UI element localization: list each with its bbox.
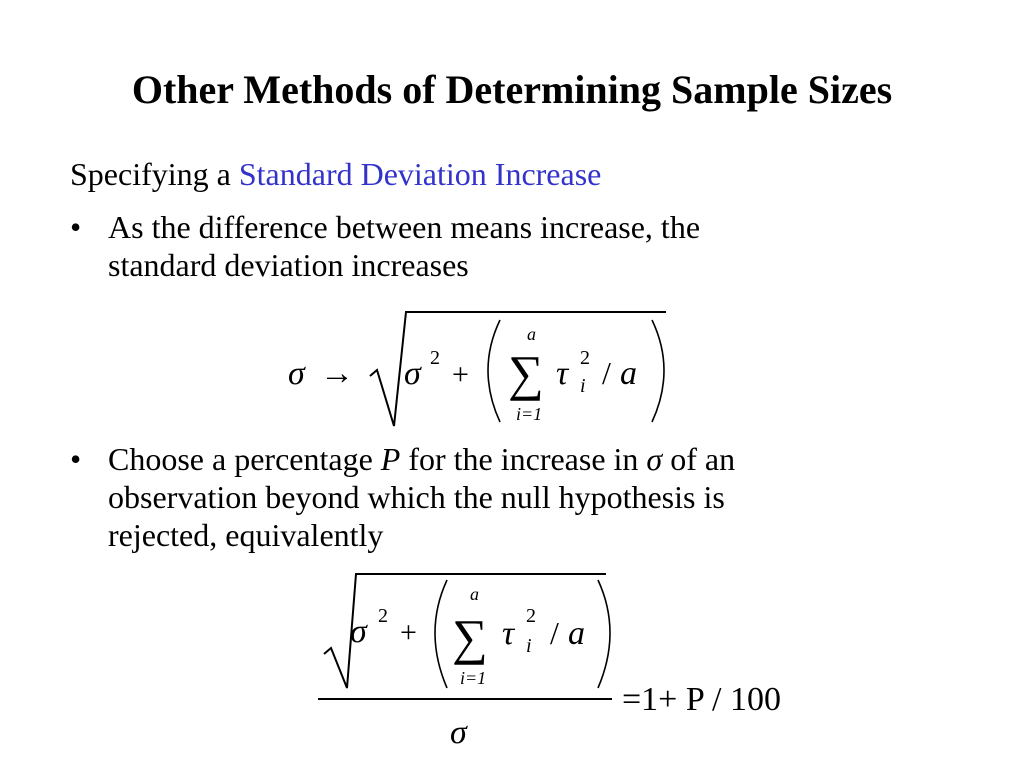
bullet-text bbox=[108, 208, 928, 284]
formula-sigma-arrow bbox=[270, 300, 690, 440]
formula2-sigma: σ bbox=[350, 613, 367, 650]
formula1-slash: / bbox=[602, 355, 611, 391]
formula1-div: a bbox=[620, 355, 637, 392]
formula1-plus: + bbox=[452, 358, 469, 391]
formula1-sum-symbol: ∑ bbox=[508, 345, 544, 401]
formula2-div: a bbox=[568, 615, 585, 652]
formula1-tau-sup: 2 bbox=[580, 347, 590, 369]
bullet-line bbox=[108, 440, 928, 478]
formula1-sigma: σ bbox=[404, 355, 421, 392]
subtitle-prefix: Specifying a bbox=[70, 156, 239, 192]
formula2-slash: / bbox=[550, 615, 559, 651]
bullet-marker: • bbox=[70, 441, 82, 477]
sigma-symbol: σ bbox=[646, 441, 663, 477]
formula1-arrow: → bbox=[320, 355, 354, 392]
bullet-text-segment: of an bbox=[662, 441, 736, 477]
bullet-text-segment: Choose a percentage bbox=[108, 441, 381, 477]
formula1-left-paren bbox=[488, 320, 500, 422]
bullet-line: rejected, equivalently bbox=[108, 517, 384, 553]
formula1-sum-lower: i=1 bbox=[516, 404, 543, 424]
formula2-right-paren bbox=[598, 580, 610, 688]
bullet-line: standard deviation increases bbox=[108, 247, 469, 283]
formula-percentage-increase bbox=[310, 560, 840, 760]
formula2-tau-sup: 2 bbox=[526, 605, 536, 627]
bullet-text-segment: for the increase in bbox=[400, 441, 647, 477]
formula2-sum-lower: i=1 bbox=[460, 668, 487, 688]
formula2-plus: + bbox=[400, 616, 417, 649]
bullet-item-2 bbox=[70, 440, 930, 560]
formula1-sum-upper: a bbox=[527, 324, 536, 344]
formula2-tau-sub: i bbox=[526, 635, 532, 657]
subtitle bbox=[70, 154, 601, 194]
subtitle-highlight: Standard Deviation Increase bbox=[238, 156, 602, 192]
formula2-sum-upper: a bbox=[470, 584, 479, 604]
formula2-denominator: σ bbox=[450, 714, 467, 751]
bullet-line: As the difference between means increase, the bbox=[108, 209, 701, 245]
bullet-item-1 bbox=[70, 208, 930, 288]
formula1-tau: τ bbox=[556, 355, 569, 392]
formula1-tau-sub: i bbox=[580, 375, 586, 397]
formula1-lhs: σ bbox=[288, 355, 305, 392]
formula2-tau: τ bbox=[502, 615, 515, 652]
bullet-marker: • bbox=[70, 209, 82, 245]
bullet-text bbox=[108, 440, 928, 554]
formula1-right-paren bbox=[652, 320, 664, 422]
formula1-sq: 2 bbox=[430, 347, 440, 369]
bullet-line: observation beyond which the null hypothesis is bbox=[108, 479, 725, 515]
formula2-sum-symbol: ∑ bbox=[452, 609, 488, 665]
formula2-left-paren bbox=[435, 580, 447, 688]
formula2-sq: 2 bbox=[378, 605, 388, 627]
variable-p: P bbox=[380, 441, 401, 477]
slide-title: Other Methods of Determining Sample Sizes bbox=[131, 67, 893, 112]
formula2-rhs: =1+ P / 100 bbox=[622, 681, 781, 718]
